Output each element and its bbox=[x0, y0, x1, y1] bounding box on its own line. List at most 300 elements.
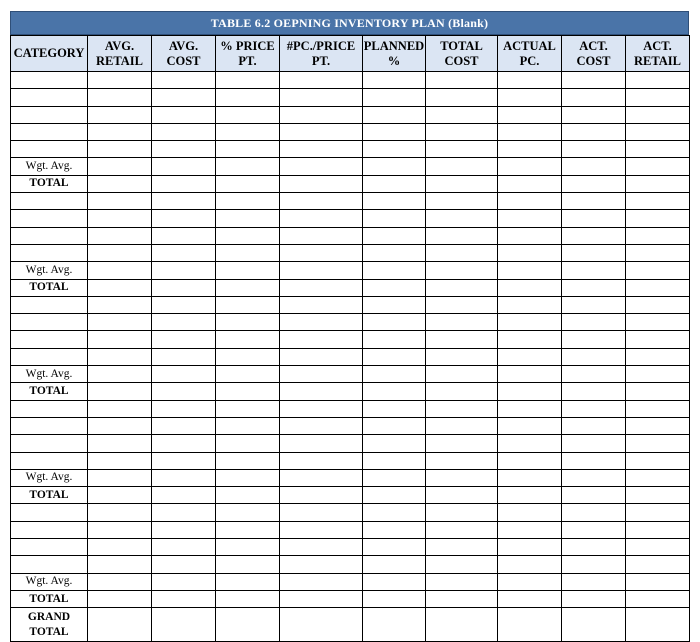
data-cell[interactable] bbox=[216, 400, 280, 417]
data-cell[interactable] bbox=[562, 296, 626, 313]
data-cell[interactable] bbox=[498, 366, 562, 383]
category-cell[interactable] bbox=[11, 400, 88, 417]
data-cell[interactable] bbox=[426, 123, 498, 140]
data-cell[interactable] bbox=[426, 210, 498, 227]
data-cell[interactable] bbox=[88, 469, 152, 486]
data-cell[interactable] bbox=[88, 521, 152, 538]
data-cell[interactable] bbox=[363, 262, 426, 279]
data-cell[interactable] bbox=[280, 123, 363, 140]
data-cell[interactable] bbox=[498, 504, 562, 521]
category-cell[interactable]: TOTAL bbox=[11, 590, 88, 607]
data-cell[interactable] bbox=[426, 175, 498, 192]
data-cell[interactable] bbox=[562, 452, 626, 469]
data-cell[interactable] bbox=[280, 590, 363, 607]
data-cell[interactable] bbox=[216, 244, 280, 261]
data-cell[interactable] bbox=[626, 573, 690, 590]
category-cell[interactable] bbox=[11, 296, 88, 313]
data-cell[interactable] bbox=[426, 383, 498, 400]
data-cell[interactable] bbox=[216, 123, 280, 140]
data-cell[interactable] bbox=[88, 487, 152, 504]
data-cell[interactable] bbox=[363, 366, 426, 383]
data-cell[interactable] bbox=[426, 89, 498, 106]
data-cell[interactable] bbox=[88, 314, 152, 331]
category-cell[interactable] bbox=[11, 314, 88, 331]
data-cell[interactable] bbox=[88, 590, 152, 607]
data-cell[interactable] bbox=[626, 417, 690, 434]
data-cell[interactable] bbox=[280, 314, 363, 331]
data-cell[interactable] bbox=[216, 573, 280, 590]
data-cell[interactable] bbox=[562, 573, 626, 590]
data-cell[interactable] bbox=[562, 123, 626, 140]
data-cell[interactable] bbox=[562, 158, 626, 175]
data-cell[interactable] bbox=[280, 279, 363, 296]
category-cell[interactable] bbox=[11, 72, 88, 89]
data-cell[interactable] bbox=[216, 175, 280, 192]
data-cell[interactable] bbox=[88, 400, 152, 417]
data-cell[interactable] bbox=[152, 210, 216, 227]
data-cell[interactable] bbox=[426, 452, 498, 469]
data-cell[interactable] bbox=[363, 504, 426, 521]
data-cell[interactable] bbox=[152, 487, 216, 504]
data-cell[interactable] bbox=[152, 227, 216, 244]
data-cell[interactable] bbox=[498, 193, 562, 210]
data-cell[interactable] bbox=[88, 72, 152, 89]
data-cell[interactable] bbox=[562, 262, 626, 279]
data-cell[interactable] bbox=[426, 331, 498, 348]
data-cell[interactable] bbox=[88, 244, 152, 261]
data-cell[interactable] bbox=[498, 331, 562, 348]
data-cell[interactable] bbox=[626, 383, 690, 400]
data-cell[interactable] bbox=[216, 331, 280, 348]
data-cell[interactable] bbox=[88, 383, 152, 400]
data-cell[interactable] bbox=[363, 521, 426, 538]
data-cell[interactable] bbox=[363, 279, 426, 296]
data-cell[interactable] bbox=[498, 539, 562, 556]
data-cell[interactable] bbox=[152, 72, 216, 89]
data-cell[interactable] bbox=[562, 556, 626, 573]
category-cell[interactable]: TOTAL bbox=[11, 175, 88, 192]
data-cell[interactable] bbox=[426, 348, 498, 365]
data-cell[interactable] bbox=[626, 314, 690, 331]
data-cell[interactable] bbox=[216, 366, 280, 383]
data-cell[interactable] bbox=[498, 262, 562, 279]
data-cell[interactable] bbox=[562, 314, 626, 331]
data-cell[interactable] bbox=[426, 227, 498, 244]
data-cell[interactable] bbox=[152, 417, 216, 434]
data-cell[interactable] bbox=[216, 193, 280, 210]
data-cell[interactable] bbox=[216, 106, 280, 123]
data-cell[interactable] bbox=[426, 521, 498, 538]
data-cell[interactable] bbox=[88, 417, 152, 434]
data-cell[interactable] bbox=[498, 590, 562, 607]
data-cell[interactable] bbox=[363, 296, 426, 313]
data-cell[interactable] bbox=[363, 383, 426, 400]
data-cell[interactable] bbox=[626, 158, 690, 175]
data-cell[interactable] bbox=[216, 504, 280, 521]
data-cell[interactable] bbox=[363, 469, 426, 486]
category-cell[interactable] bbox=[11, 89, 88, 106]
data-cell[interactable] bbox=[498, 72, 562, 89]
data-cell[interactable] bbox=[280, 556, 363, 573]
data-cell[interactable] bbox=[498, 573, 562, 590]
data-cell[interactable] bbox=[88, 435, 152, 452]
data-cell[interactable] bbox=[426, 469, 498, 486]
data-cell[interactable] bbox=[626, 452, 690, 469]
data-cell[interactable] bbox=[498, 158, 562, 175]
data-cell[interactable] bbox=[562, 72, 626, 89]
data-cell[interactable] bbox=[626, 504, 690, 521]
data-cell[interactable] bbox=[152, 452, 216, 469]
data-cell[interactable] bbox=[363, 72, 426, 89]
data-cell[interactable] bbox=[152, 573, 216, 590]
data-cell[interactable] bbox=[626, 262, 690, 279]
data-cell[interactable] bbox=[562, 141, 626, 158]
data-cell[interactable] bbox=[363, 331, 426, 348]
data-cell[interactable] bbox=[562, 244, 626, 261]
data-cell[interactable] bbox=[88, 348, 152, 365]
data-cell[interactable] bbox=[216, 210, 280, 227]
data-cell[interactable] bbox=[426, 573, 498, 590]
data-cell[interactable] bbox=[562, 400, 626, 417]
data-cell[interactable] bbox=[626, 141, 690, 158]
data-cell[interactable] bbox=[216, 72, 280, 89]
data-cell[interactable] bbox=[498, 141, 562, 158]
data-cell[interactable] bbox=[280, 573, 363, 590]
data-cell[interactable] bbox=[363, 435, 426, 452]
category-cell[interactable]: TOTAL bbox=[11, 487, 88, 504]
data-cell[interactable] bbox=[426, 106, 498, 123]
category-cell[interactable] bbox=[11, 106, 88, 123]
data-cell[interactable] bbox=[280, 72, 363, 89]
data-cell[interactable] bbox=[152, 279, 216, 296]
category-cell[interactable] bbox=[11, 539, 88, 556]
data-cell[interactable] bbox=[626, 193, 690, 210]
data-cell[interactable] bbox=[363, 417, 426, 434]
data-cell[interactable] bbox=[280, 296, 363, 313]
data-cell[interactable] bbox=[216, 383, 280, 400]
data-cell[interactable] bbox=[363, 227, 426, 244]
data-cell[interactable] bbox=[426, 435, 498, 452]
data-cell[interactable] bbox=[363, 487, 426, 504]
category-cell[interactable] bbox=[11, 244, 88, 261]
data-cell[interactable] bbox=[363, 175, 426, 192]
category-cell[interactable] bbox=[11, 348, 88, 365]
data-cell[interactable] bbox=[426, 400, 498, 417]
data-cell[interactable] bbox=[426, 262, 498, 279]
data-cell[interactable] bbox=[152, 244, 216, 261]
data-cell[interactable] bbox=[562, 227, 626, 244]
data-cell[interactable] bbox=[280, 452, 363, 469]
data-cell[interactable] bbox=[88, 227, 152, 244]
data-cell[interactable] bbox=[562, 89, 626, 106]
data-cell[interactable] bbox=[498, 210, 562, 227]
data-cell[interactable] bbox=[426, 590, 498, 607]
data-cell[interactable] bbox=[88, 193, 152, 210]
data-cell[interactable] bbox=[426, 417, 498, 434]
data-cell[interactable] bbox=[363, 123, 426, 140]
data-cell[interactable] bbox=[88, 331, 152, 348]
data-cell[interactable] bbox=[152, 262, 216, 279]
data-cell[interactable] bbox=[426, 193, 498, 210]
data-cell[interactable] bbox=[426, 279, 498, 296]
data-cell[interactable] bbox=[626, 296, 690, 313]
data-cell[interactable] bbox=[280, 106, 363, 123]
data-cell[interactable] bbox=[363, 539, 426, 556]
data-cell[interactable] bbox=[626, 175, 690, 192]
data-cell[interactable] bbox=[363, 400, 426, 417]
data-cell[interactable] bbox=[216, 158, 280, 175]
data-cell[interactable] bbox=[152, 539, 216, 556]
data-cell[interactable] bbox=[498, 106, 562, 123]
data-cell[interactable] bbox=[280, 383, 363, 400]
category-cell[interactable] bbox=[11, 556, 88, 573]
data-cell[interactable] bbox=[498, 89, 562, 106]
data-cell[interactable] bbox=[280, 435, 363, 452]
data-cell[interactable] bbox=[363, 158, 426, 175]
category-cell[interactable]: Wgt. Avg. bbox=[11, 469, 88, 486]
data-cell[interactable] bbox=[152, 348, 216, 365]
data-cell[interactable] bbox=[498, 383, 562, 400]
data-cell[interactable] bbox=[562, 435, 626, 452]
data-cell[interactable] bbox=[152, 400, 216, 417]
data-cell[interactable] bbox=[498, 244, 562, 261]
data-cell[interactable] bbox=[88, 262, 152, 279]
data-cell[interactable] bbox=[216, 262, 280, 279]
data-cell[interactable] bbox=[280, 262, 363, 279]
data-cell[interactable] bbox=[152, 366, 216, 383]
data-cell[interactable] bbox=[280, 244, 363, 261]
data-cell[interactable] bbox=[426, 244, 498, 261]
data-cell[interactable] bbox=[363, 452, 426, 469]
data-cell[interactable] bbox=[426, 487, 498, 504]
category-cell[interactable]: Wgt. Avg. bbox=[11, 158, 88, 175]
data-cell[interactable] bbox=[280, 504, 363, 521]
data-cell[interactable] bbox=[280, 400, 363, 417]
category-cell[interactable] bbox=[11, 193, 88, 210]
data-cell[interactable] bbox=[88, 539, 152, 556]
category-cell[interactable]: Wgt. Avg. bbox=[11, 573, 88, 590]
data-cell[interactable] bbox=[280, 89, 363, 106]
data-cell[interactable] bbox=[152, 521, 216, 538]
data-cell[interactable] bbox=[498, 435, 562, 452]
data-cell[interactable] bbox=[88, 504, 152, 521]
data-cell[interactable] bbox=[626, 400, 690, 417]
data-cell[interactable] bbox=[562, 348, 626, 365]
data-cell[interactable] bbox=[216, 227, 280, 244]
data-cell[interactable] bbox=[626, 469, 690, 486]
category-cell[interactable] bbox=[11, 210, 88, 227]
data-cell[interactable] bbox=[626, 590, 690, 607]
data-cell[interactable] bbox=[152, 296, 216, 313]
data-cell[interactable] bbox=[498, 296, 562, 313]
data-cell[interactable] bbox=[216, 487, 280, 504]
data-cell[interactable] bbox=[152, 314, 216, 331]
data-cell[interactable] bbox=[280, 175, 363, 192]
category-cell[interactable]: Wgt. Avg. bbox=[11, 262, 88, 279]
data-cell[interactable] bbox=[280, 521, 363, 538]
data-cell[interactable] bbox=[363, 89, 426, 106]
data-cell[interactable] bbox=[626, 244, 690, 261]
data-cell[interactable] bbox=[216, 417, 280, 434]
data-cell[interactable] bbox=[88, 175, 152, 192]
category-cell[interactable]: TOTAL bbox=[11, 383, 88, 400]
data-cell[interactable] bbox=[88, 279, 152, 296]
data-cell[interactable] bbox=[626, 227, 690, 244]
data-cell[interactable] bbox=[363, 348, 426, 365]
data-cell[interactable] bbox=[498, 521, 562, 538]
data-cell[interactable] bbox=[88, 210, 152, 227]
data-cell[interactable] bbox=[626, 348, 690, 365]
data-cell[interactable] bbox=[88, 296, 152, 313]
data-cell[interactable] bbox=[498, 417, 562, 434]
data-cell[interactable] bbox=[626, 556, 690, 573]
data-cell[interactable] bbox=[152, 175, 216, 192]
data-cell[interactable] bbox=[498, 348, 562, 365]
data-cell[interactable] bbox=[626, 210, 690, 227]
data-cell[interactable] bbox=[626, 279, 690, 296]
data-cell[interactable] bbox=[152, 556, 216, 573]
data-cell[interactable] bbox=[88, 452, 152, 469]
data-cell[interactable] bbox=[426, 158, 498, 175]
data-cell[interactable] bbox=[498, 487, 562, 504]
data-cell[interactable] bbox=[280, 366, 363, 383]
data-cell[interactable] bbox=[363, 556, 426, 573]
data-cell[interactable] bbox=[152, 469, 216, 486]
data-cell[interactable] bbox=[562, 366, 626, 383]
data-cell[interactable] bbox=[363, 106, 426, 123]
data-cell[interactable] bbox=[280, 193, 363, 210]
data-cell[interactable] bbox=[626, 435, 690, 452]
data-cell[interactable] bbox=[152, 383, 216, 400]
data-cell[interactable] bbox=[562, 383, 626, 400]
data-cell[interactable] bbox=[626, 331, 690, 348]
data-cell[interactable] bbox=[562, 210, 626, 227]
data-cell[interactable] bbox=[280, 331, 363, 348]
data-cell[interactable] bbox=[88, 158, 152, 175]
data-cell[interactable] bbox=[280, 158, 363, 175]
data-cell[interactable] bbox=[562, 106, 626, 123]
category-cell[interactable] bbox=[11, 417, 88, 434]
data-cell[interactable] bbox=[562, 279, 626, 296]
data-cell[interactable] bbox=[498, 175, 562, 192]
data-cell[interactable] bbox=[498, 452, 562, 469]
category-cell[interactable] bbox=[11, 521, 88, 538]
data-cell[interactable] bbox=[280, 141, 363, 158]
data-cell[interactable] bbox=[363, 244, 426, 261]
data-cell[interactable] bbox=[216, 296, 280, 313]
category-cell[interactable] bbox=[11, 141, 88, 158]
category-cell[interactable] bbox=[11, 123, 88, 140]
data-cell[interactable] bbox=[216, 590, 280, 607]
data-cell[interactable] bbox=[626, 366, 690, 383]
data-cell[interactable] bbox=[363, 314, 426, 331]
data-cell[interactable] bbox=[280, 487, 363, 504]
data-cell[interactable] bbox=[626, 89, 690, 106]
data-cell[interactable] bbox=[216, 556, 280, 573]
data-cell[interactable] bbox=[216, 435, 280, 452]
data-cell[interactable] bbox=[280, 469, 363, 486]
data-cell[interactable] bbox=[280, 210, 363, 227]
data-cell[interactable] bbox=[152, 158, 216, 175]
data-cell[interactable] bbox=[363, 141, 426, 158]
data-cell[interactable] bbox=[363, 210, 426, 227]
data-cell[interactable] bbox=[498, 227, 562, 244]
data-cell[interactable] bbox=[88, 123, 152, 140]
data-cell[interactable] bbox=[88, 89, 152, 106]
data-cell[interactable] bbox=[216, 539, 280, 556]
data-cell[interactable] bbox=[498, 314, 562, 331]
category-cell[interactable] bbox=[11, 435, 88, 452]
category-cell[interactable]: Wgt. Avg. bbox=[11, 366, 88, 383]
data-cell[interactable] bbox=[280, 227, 363, 244]
data-cell[interactable] bbox=[562, 469, 626, 486]
data-cell[interactable] bbox=[562, 417, 626, 434]
data-cell[interactable] bbox=[152, 123, 216, 140]
category-cell[interactable] bbox=[11, 504, 88, 521]
data-cell[interactable] bbox=[216, 348, 280, 365]
data-cell[interactable] bbox=[426, 556, 498, 573]
data-cell[interactable] bbox=[88, 556, 152, 573]
category-cell[interactable] bbox=[11, 331, 88, 348]
data-cell[interactable] bbox=[280, 348, 363, 365]
data-cell[interactable] bbox=[152, 193, 216, 210]
data-cell[interactable] bbox=[216, 469, 280, 486]
data-cell[interactable] bbox=[498, 123, 562, 140]
data-cell[interactable] bbox=[363, 193, 426, 210]
data-cell[interactable] bbox=[152, 590, 216, 607]
data-cell[interactable] bbox=[216, 279, 280, 296]
data-cell[interactable] bbox=[626, 539, 690, 556]
data-cell[interactable] bbox=[426, 504, 498, 521]
data-cell[interactable] bbox=[216, 141, 280, 158]
data-cell[interactable] bbox=[562, 175, 626, 192]
data-cell[interactable] bbox=[152, 141, 216, 158]
data-cell[interactable] bbox=[426, 314, 498, 331]
data-cell[interactable] bbox=[562, 193, 626, 210]
data-cell[interactable] bbox=[216, 521, 280, 538]
data-cell[interactable] bbox=[562, 521, 626, 538]
data-cell[interactable] bbox=[280, 539, 363, 556]
data-cell[interactable] bbox=[626, 106, 690, 123]
data-cell[interactable] bbox=[280, 417, 363, 434]
data-cell[interactable] bbox=[562, 590, 626, 607]
category-cell[interactable] bbox=[11, 452, 88, 469]
data-cell[interactable] bbox=[562, 539, 626, 556]
data-cell[interactable] bbox=[152, 504, 216, 521]
data-cell[interactable] bbox=[562, 504, 626, 521]
data-cell[interactable] bbox=[363, 590, 426, 607]
data-cell[interactable] bbox=[562, 331, 626, 348]
data-cell[interactable] bbox=[626, 72, 690, 89]
data-cell[interactable] bbox=[626, 123, 690, 140]
data-cell[interactable] bbox=[426, 296, 498, 313]
data-cell[interactable] bbox=[88, 366, 152, 383]
data-cell[interactable] bbox=[88, 573, 152, 590]
data-cell[interactable] bbox=[152, 106, 216, 123]
data-cell[interactable] bbox=[216, 314, 280, 331]
data-cell[interactable] bbox=[562, 487, 626, 504]
data-cell[interactable] bbox=[88, 106, 152, 123]
data-cell[interactable] bbox=[498, 556, 562, 573]
data-cell[interactable] bbox=[363, 573, 426, 590]
data-cell[interactable] bbox=[626, 487, 690, 504]
data-cell[interactable] bbox=[498, 400, 562, 417]
data-cell[interactable] bbox=[152, 89, 216, 106]
data-cell[interactable] bbox=[626, 521, 690, 538]
category-cell[interactable] bbox=[11, 227, 88, 244]
data-cell[interactable] bbox=[426, 539, 498, 556]
data-cell[interactable] bbox=[216, 89, 280, 106]
